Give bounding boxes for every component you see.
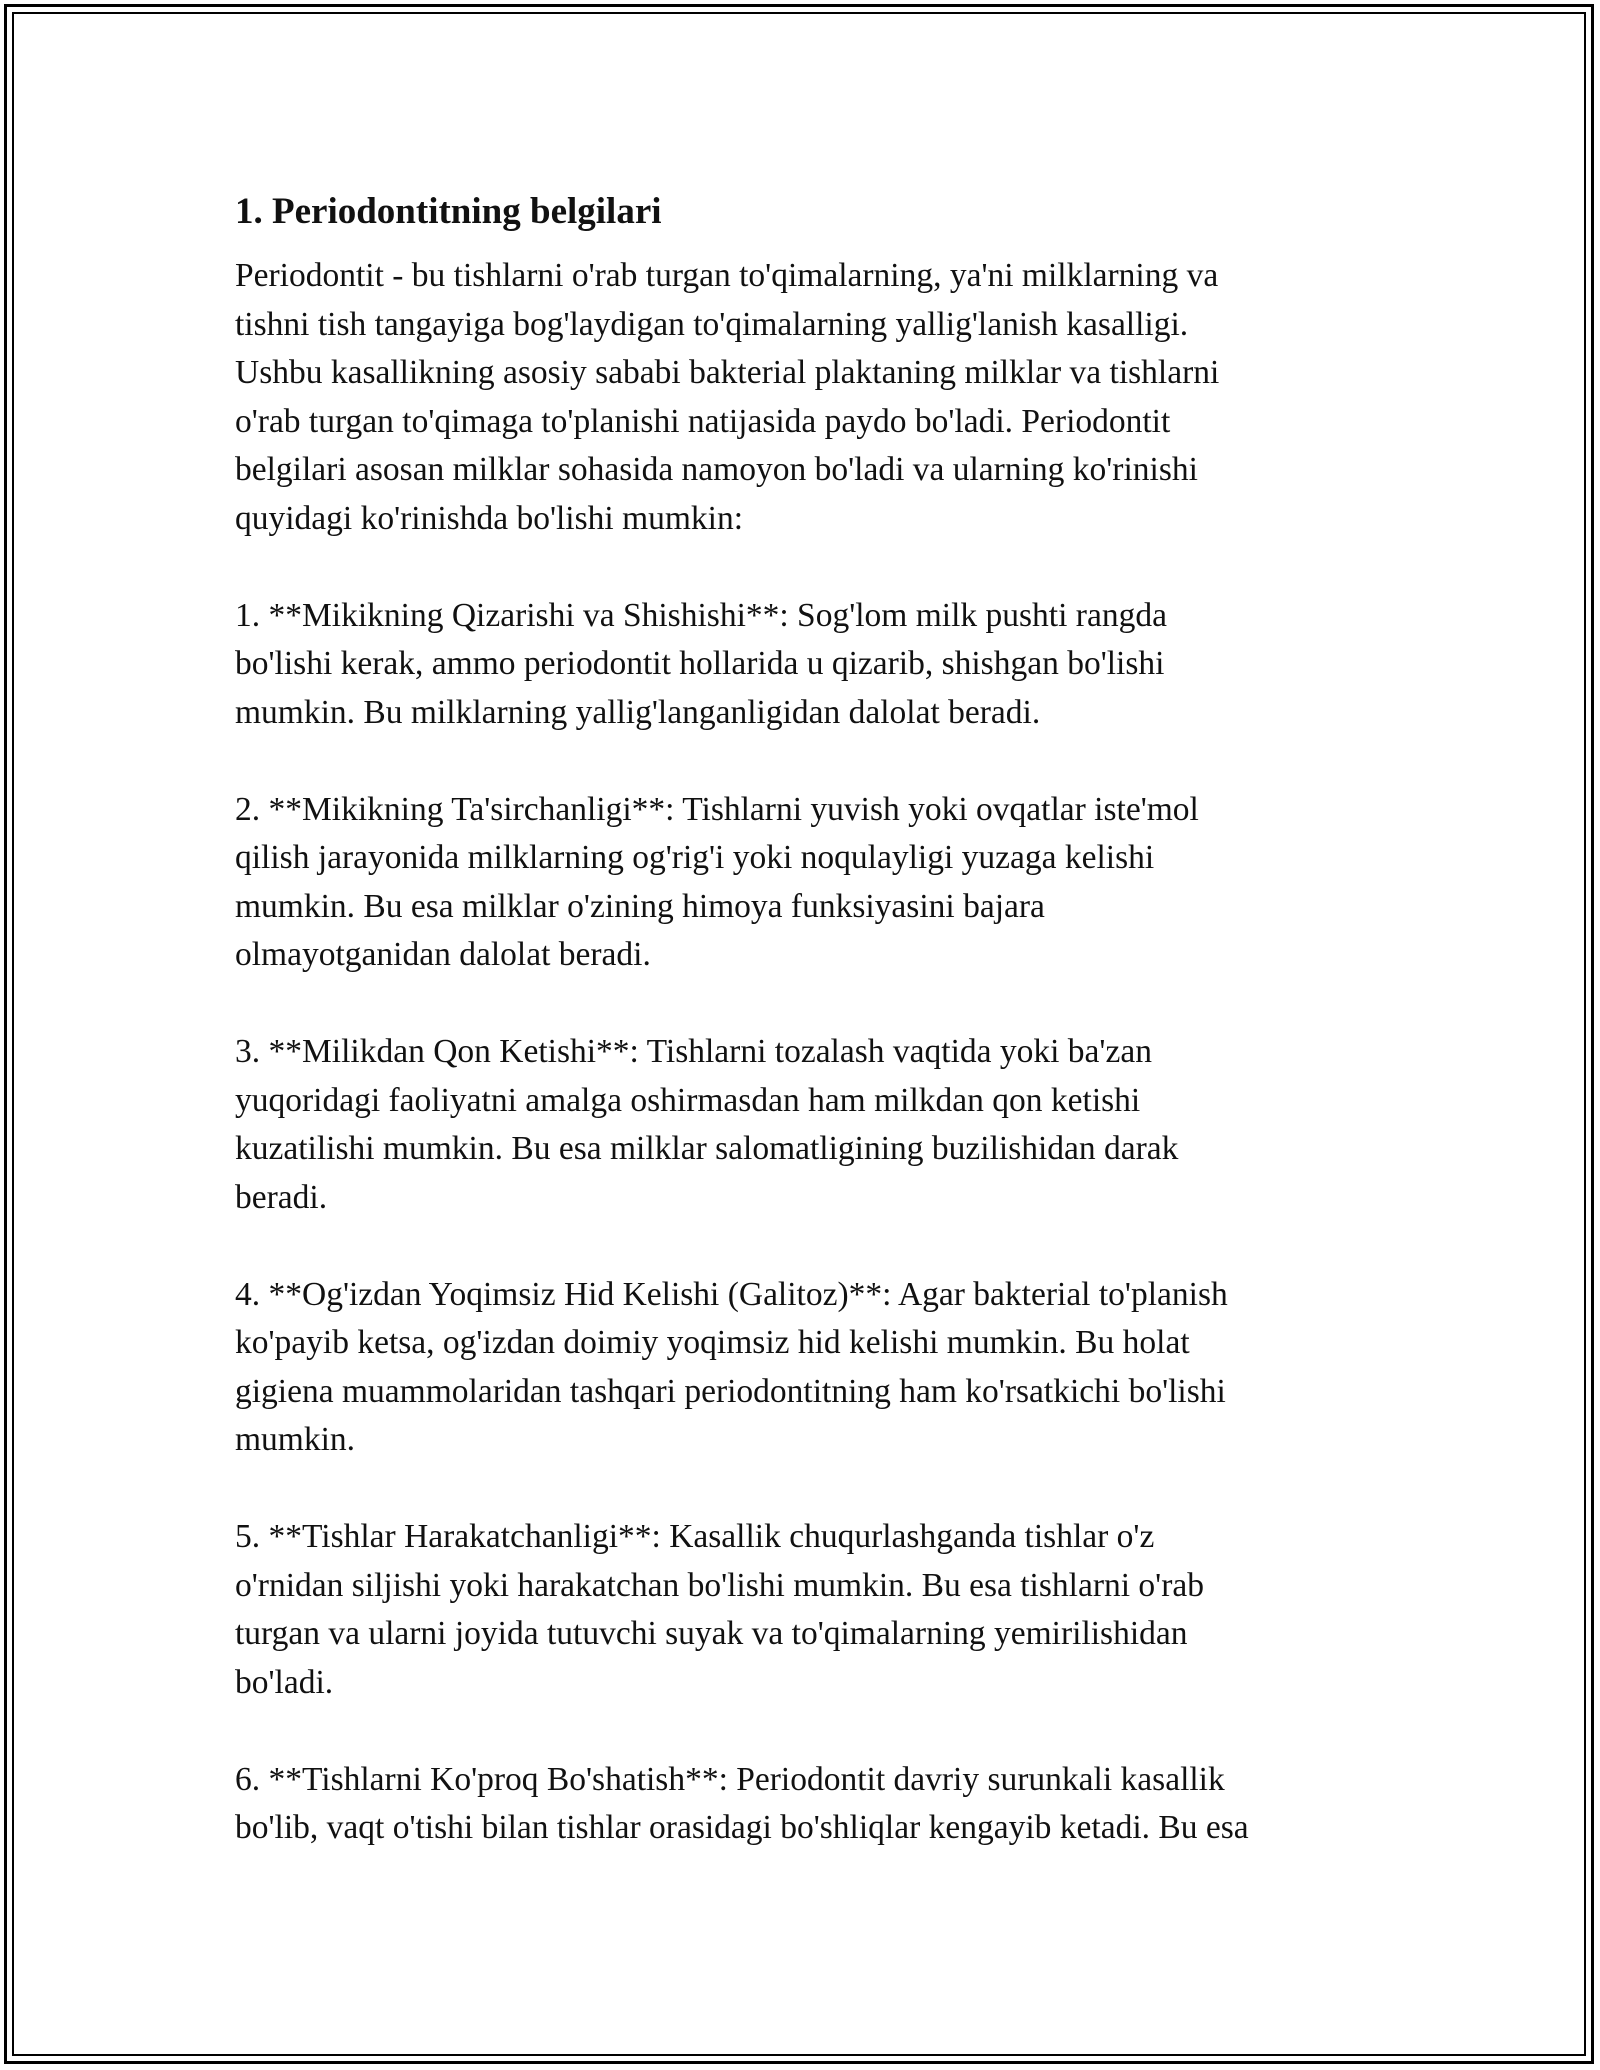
symptom-item-2: 2. **Mikikning Ta'sirchanligi**: Tishlarni yuvish yoki ovqatlar iste'mol qilish jarayonida milklarning og'rig'i yoki noqulayligi yuzaga kelishi mumkin. Bu esa milklar o'zining himoya funksiyasini bajara olmayotganidan dalolat beradi. (235, 790, 1199, 973)
intro-paragraph: Periodontit - bu tishlarni o'rab turgan to'qimalarning, ya'ni milklarning va tishni tish tangayiga bog'laydigan to'qimalarning yallig'lanish kasalligi. Ushbu kasallikning asosiy sababi bakterial plaktaning milklar va tishlarni o'rab turgan to'qimaga to'planishi natijasida paydo bo'ladi. Periodontit belgilari asosan milklar sohasida namoyon bo'ladi va ularning ko'rinishi quyidagi ko'rinishda bo'lishi mumkin: (235, 257, 1220, 537)
symptom-item-3: 3. **Milikdan Qon Ketishi**: Tishlarni tozalash vaqtida yoki ba'zan yuqoridagi faoliyatni amalga oshirmasdan ham milkdan qon ketishi kuzatilishi mumkin. Bu esa milklar salomatligining buzilishidan darak beradi. (235, 1033, 1179, 1216)
symptom-item-5: 5. **Tishlar Harakatchanligi**: Kasallik chuqurlashganda tishlar o'z o'rnidan siljishi yoki harakatchan bo'lishi mumkin. Bu esa tishlarni o'rab turgan va ularni joyida tutuvchi suyak va to'qimalarning yemirilishidan bo'ladi. (235, 1518, 1204, 1701)
symptom-item-1: 1. **Mikikning Qizarishi va Shishishi**: Sog'lom milk pushti rangda bo'lishi kerak, ammo periodontit hollarida u qizarib, shishgan bo'lishi mumkin. Bu milklarning yallig'langanligidan dalolat beradi. (235, 596, 1167, 731)
symptom-item-6: 6. **Tishlarni Ko'proq Bo'shatish**: Periodontit davriy surunkali kasallik bo'lib, vaqt o'tishi bilan tishlar orasidagi bo'shliqlar kengayib ketadi. Bu esa (235, 1760, 1249, 1846)
document-body (235, 186, 1355, 1901)
section-heading: 1. Periodontitning belgilari (235, 191, 662, 232)
symptom-item-4: 4. **Og'izdan Yoqimsiz Hid Kelishi (Galitoz)**: Agar bakterial to'planish ko'payib ketsa, og'izdan doimiy yoqimsiz hid kelishi mumkin. Bu holat gigiena muammolaridan tashqari periodontitning ham ko'rsatkichi bo'lishi mumkin. (235, 1275, 1228, 1458)
